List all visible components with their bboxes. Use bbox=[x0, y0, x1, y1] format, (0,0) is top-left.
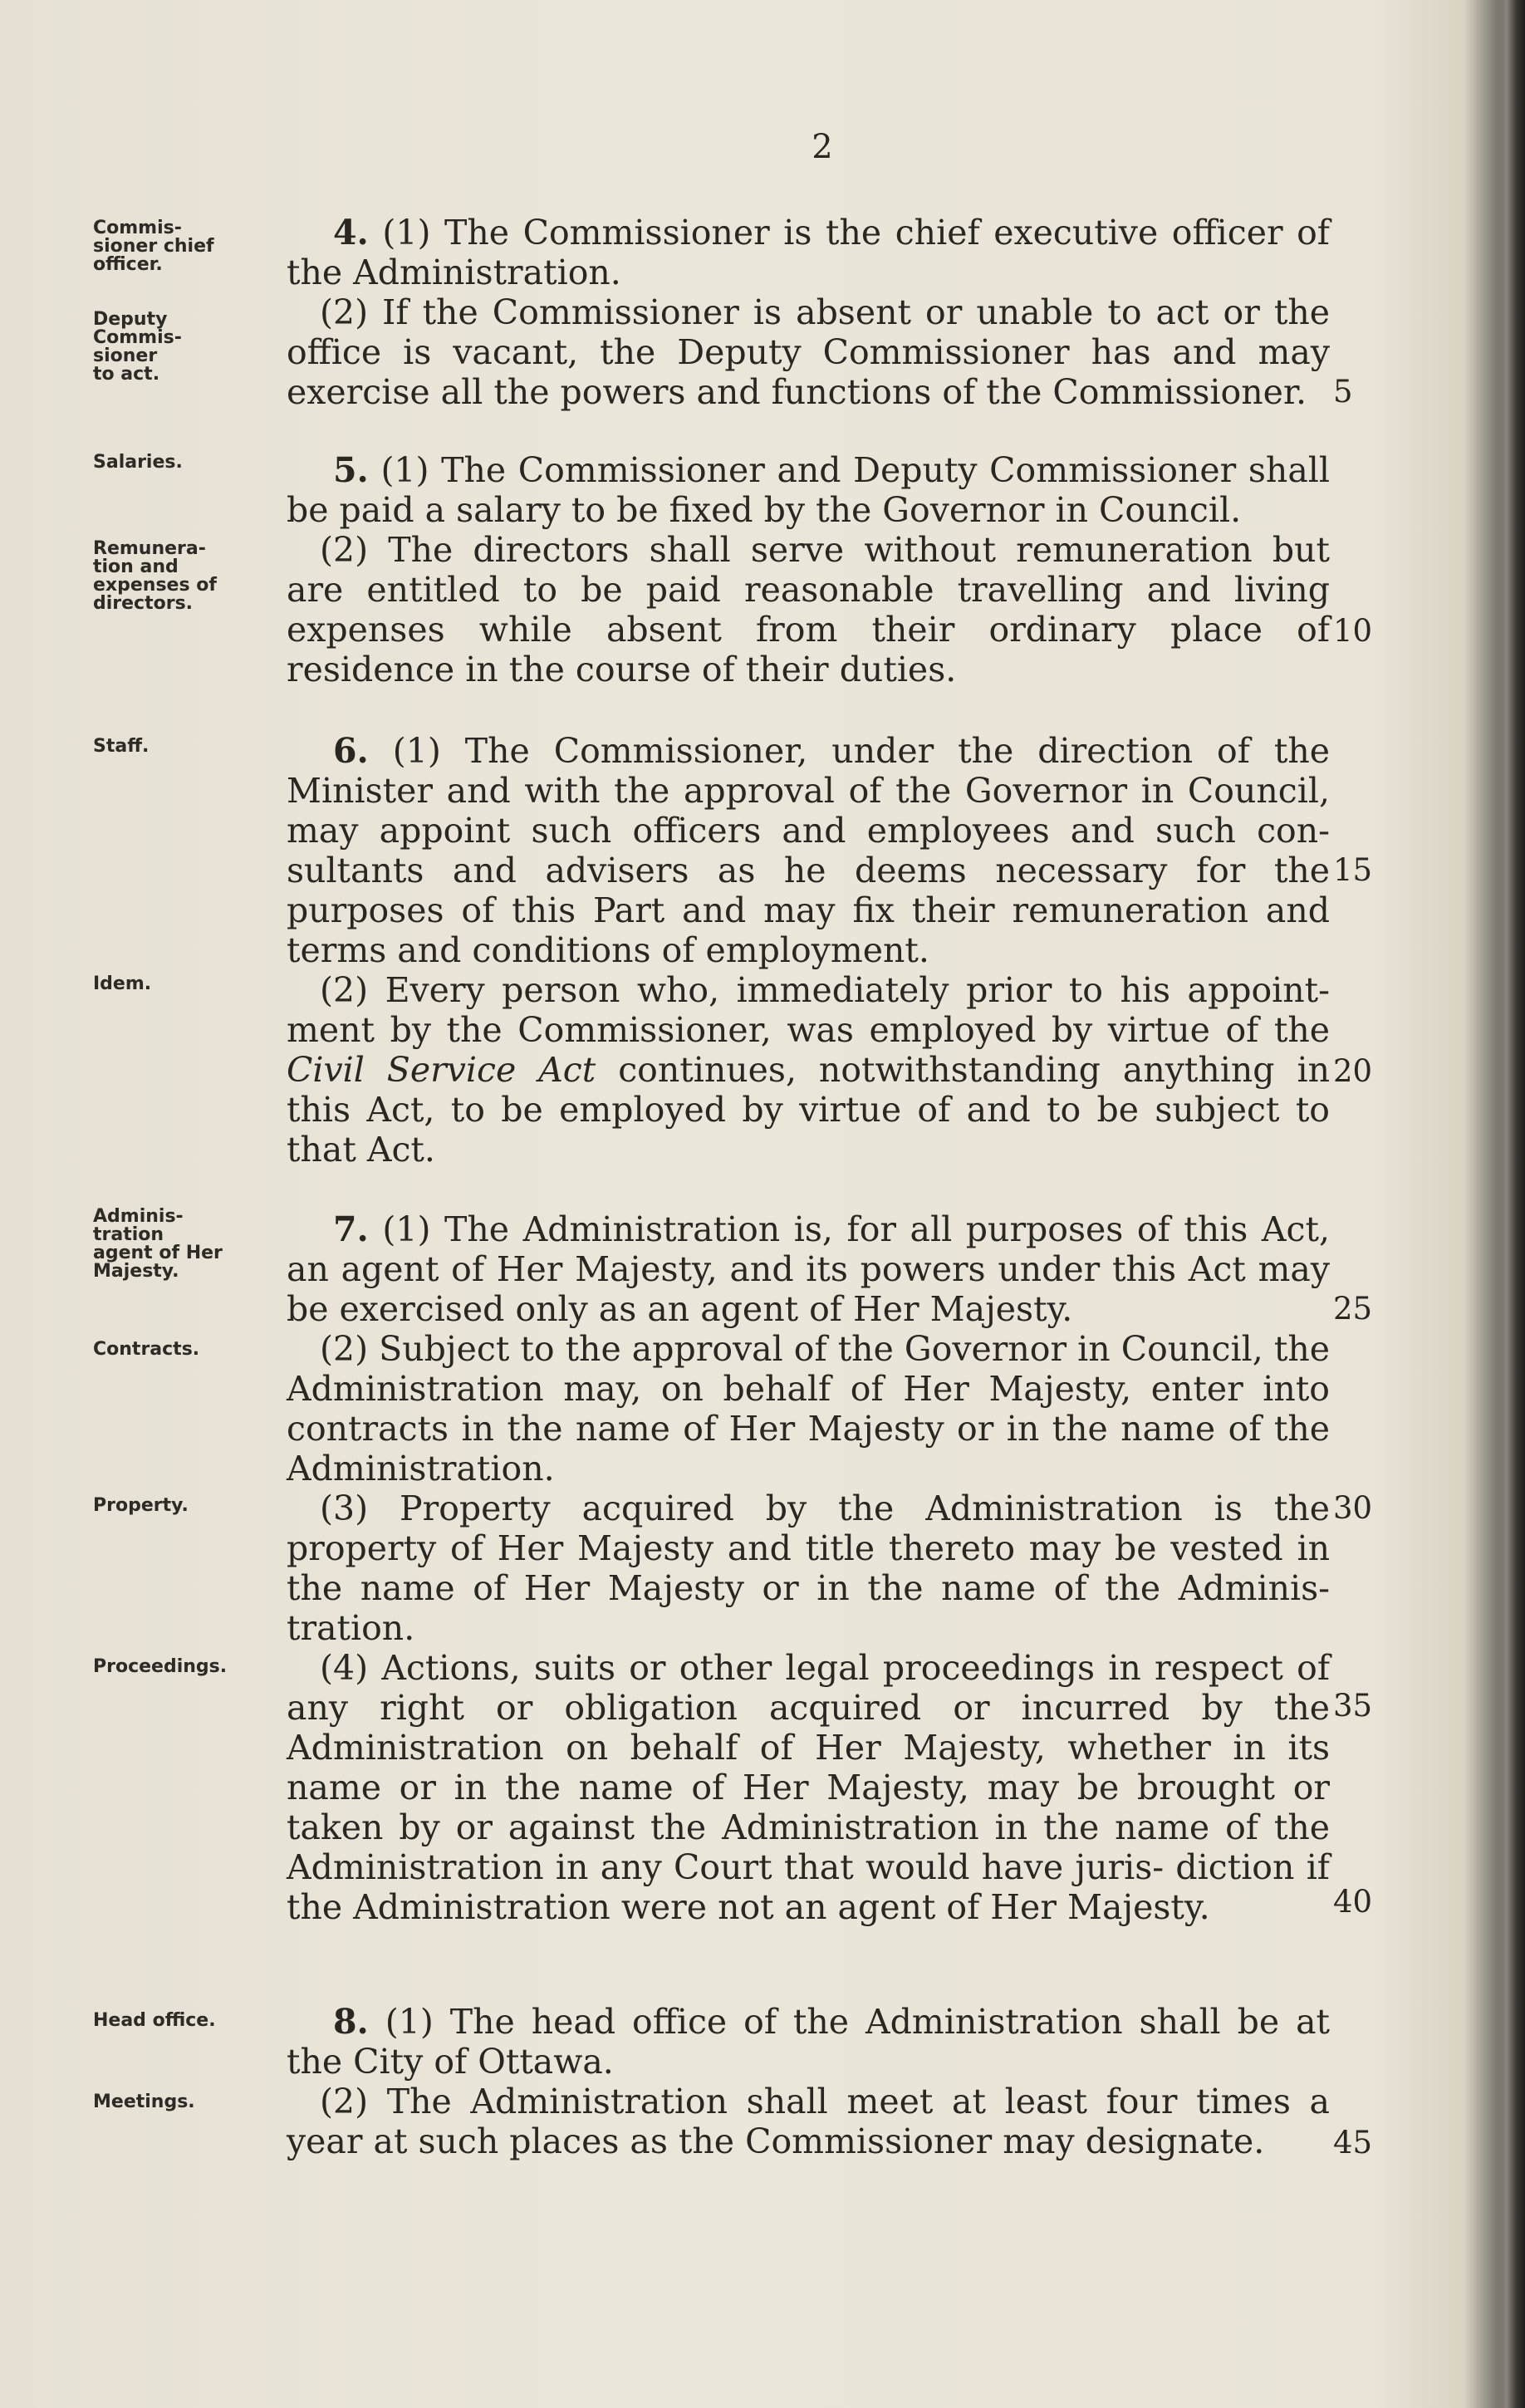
section-8-paragraph-2: (2) The Administration shall meet at least four times a year at such places as the Commissioner may designate. bbox=[287, 2082, 1330, 2161]
paragraph-text: (1) The Commissioner is the chief executive officer of the Administration. bbox=[287, 213, 1330, 292]
margin-note-head-office: Head office. bbox=[93, 2010, 216, 2031]
act-title: Civil Service Act bbox=[287, 1050, 596, 1090]
margin-note-contracts: Contracts. bbox=[93, 1339, 200, 1360]
section-4 bbox=[287, 213, 1330, 412]
line-number: 25 bbox=[1333, 1291, 1373, 1327]
section-6-paragraph-2 bbox=[287, 970, 1330, 1170]
margin-note-remuneration: Remunera- tion and expenses of directors. bbox=[93, 538, 217, 614]
section-number: 5. bbox=[333, 450, 369, 490]
line-number: 30 bbox=[1333, 1490, 1373, 1526]
section-8-paragraph-1 bbox=[287, 2002, 1330, 2082]
section-5-paragraph-2: (2) The directors shall serve without remuneration but are entitled to be paid reasonable travelling and living expenses while absent from their ordinary place of residence in the course of their duties. bbox=[287, 530, 1330, 689]
margin-note-administration-agent: Adminis- tration agent of Her Majesty. bbox=[93, 1206, 223, 1282]
section-8 bbox=[287, 2002, 1330, 2161]
section-7 bbox=[287, 1209, 1330, 1927]
section-7-paragraph-4: (4) Actions, suits or other legal proceedings in respect of any right or obligation acquired or incurred by the Administration on behalf of Her Majesty, whether in its name or in the name of Her Majesty, may be brought or taken by or against the Administration in the name of the Administration in any Court that would have juris- diction if the Administration were not an agent of Her Majesty. bbox=[287, 1648, 1330, 1927]
section-5-paragraph-1 bbox=[287, 450, 1330, 530]
paragraph-text: (1) The Administration is, for all purposes of this Act, an agent of Her Majesty, and its powers under this Act may be exercised only as an agent of Her Majesty. bbox=[287, 1209, 1330, 1329]
line-number: 10 bbox=[1333, 613, 1373, 649]
section-6 bbox=[287, 731, 1330, 1170]
section-number: 7. bbox=[333, 1209, 369, 1249]
section-7-paragraph-3: (3) Property acquired by the Administration is the property of Her Majesty and title thereto may be vested in the name of Her Majesty or in the name of the Adminis- tration. bbox=[287, 1488, 1330, 1648]
section-4-paragraph-1 bbox=[287, 213, 1330, 292]
binding-edge-shadow bbox=[1497, 0, 1525, 2408]
margin-note-staff: Staff. bbox=[93, 736, 150, 757]
section-6-paragraph-1 bbox=[287, 731, 1330, 970]
line-number: 5 bbox=[1333, 374, 1353, 410]
section-number: 8. bbox=[333, 2002, 369, 2042]
section-number: 6. bbox=[333, 731, 369, 771]
margin-note-deputy-to-act: Deputy Commis- sioner to act. bbox=[93, 309, 182, 385]
paragraph-text: (1) The head office of the Administration shall be at the City of Ottawa. bbox=[287, 2002, 1330, 2082]
section-4-paragraph-2: (2) If the Commissioner is absent or unable to act or the office is vacant, the Deputy Commissioner has and may exercise all the powers and functions of the Commissioner. bbox=[287, 292, 1330, 412]
line-number: 40 bbox=[1333, 1884, 1373, 1920]
line-number: 15 bbox=[1333, 852, 1373, 888]
margin-note-idem: Idem. bbox=[93, 973, 152, 994]
line-number: 20 bbox=[1333, 1053, 1373, 1089]
section-7-paragraph-2: (2) Subject to the approval of the Governor in Council, the Administration may, on behalf of Her Majesty, enter into contracts in the name of Her Majesty or in the name of the Administration. bbox=[287, 1329, 1330, 1488]
paragraph-text: (1) The Commissioner, under the direction of the Minister and with the approval of the Governor in Council, may appoint such officers and employees and such con- sultants and advisers as he deems necessary for the purposes of this Part and may fix their remuneration and terms and conditions of employment. bbox=[287, 731, 1330, 970]
margin-note-salaries: Salaries. bbox=[93, 452, 183, 473]
margin-note-property: Property. bbox=[93, 1495, 189, 1516]
paragraph-text: (1) The Commissioner and Deputy Commissioner shall be paid a salary to be fixed by the Governor in Council. bbox=[287, 450, 1330, 530]
margin-note-commissioner-chief: Commis- sioner chief officer. bbox=[93, 218, 214, 275]
margin-note-proceedings: Proceedings. bbox=[93, 1656, 228, 1677]
section-5 bbox=[287, 450, 1330, 689]
paragraph-text: (2) Every person who, immediately prior to his appoint- ment by the Commissioner, was employed by virtue of the bbox=[287, 970, 1330, 1050]
page-number: 2 bbox=[812, 128, 833, 166]
paragraph-text: continues, notwithstanding anything in this Act, to be employed by virtue of and to be subject to that Act. bbox=[287, 1050, 1330, 1170]
section-7-paragraph-1 bbox=[287, 1209, 1330, 1329]
line-number: 45 bbox=[1333, 2125, 1373, 2160]
section-number: 4. bbox=[333, 213, 369, 253]
line-number: 35 bbox=[1333, 1688, 1373, 1724]
margin-note-meetings: Meetings. bbox=[93, 2092, 195, 2112]
